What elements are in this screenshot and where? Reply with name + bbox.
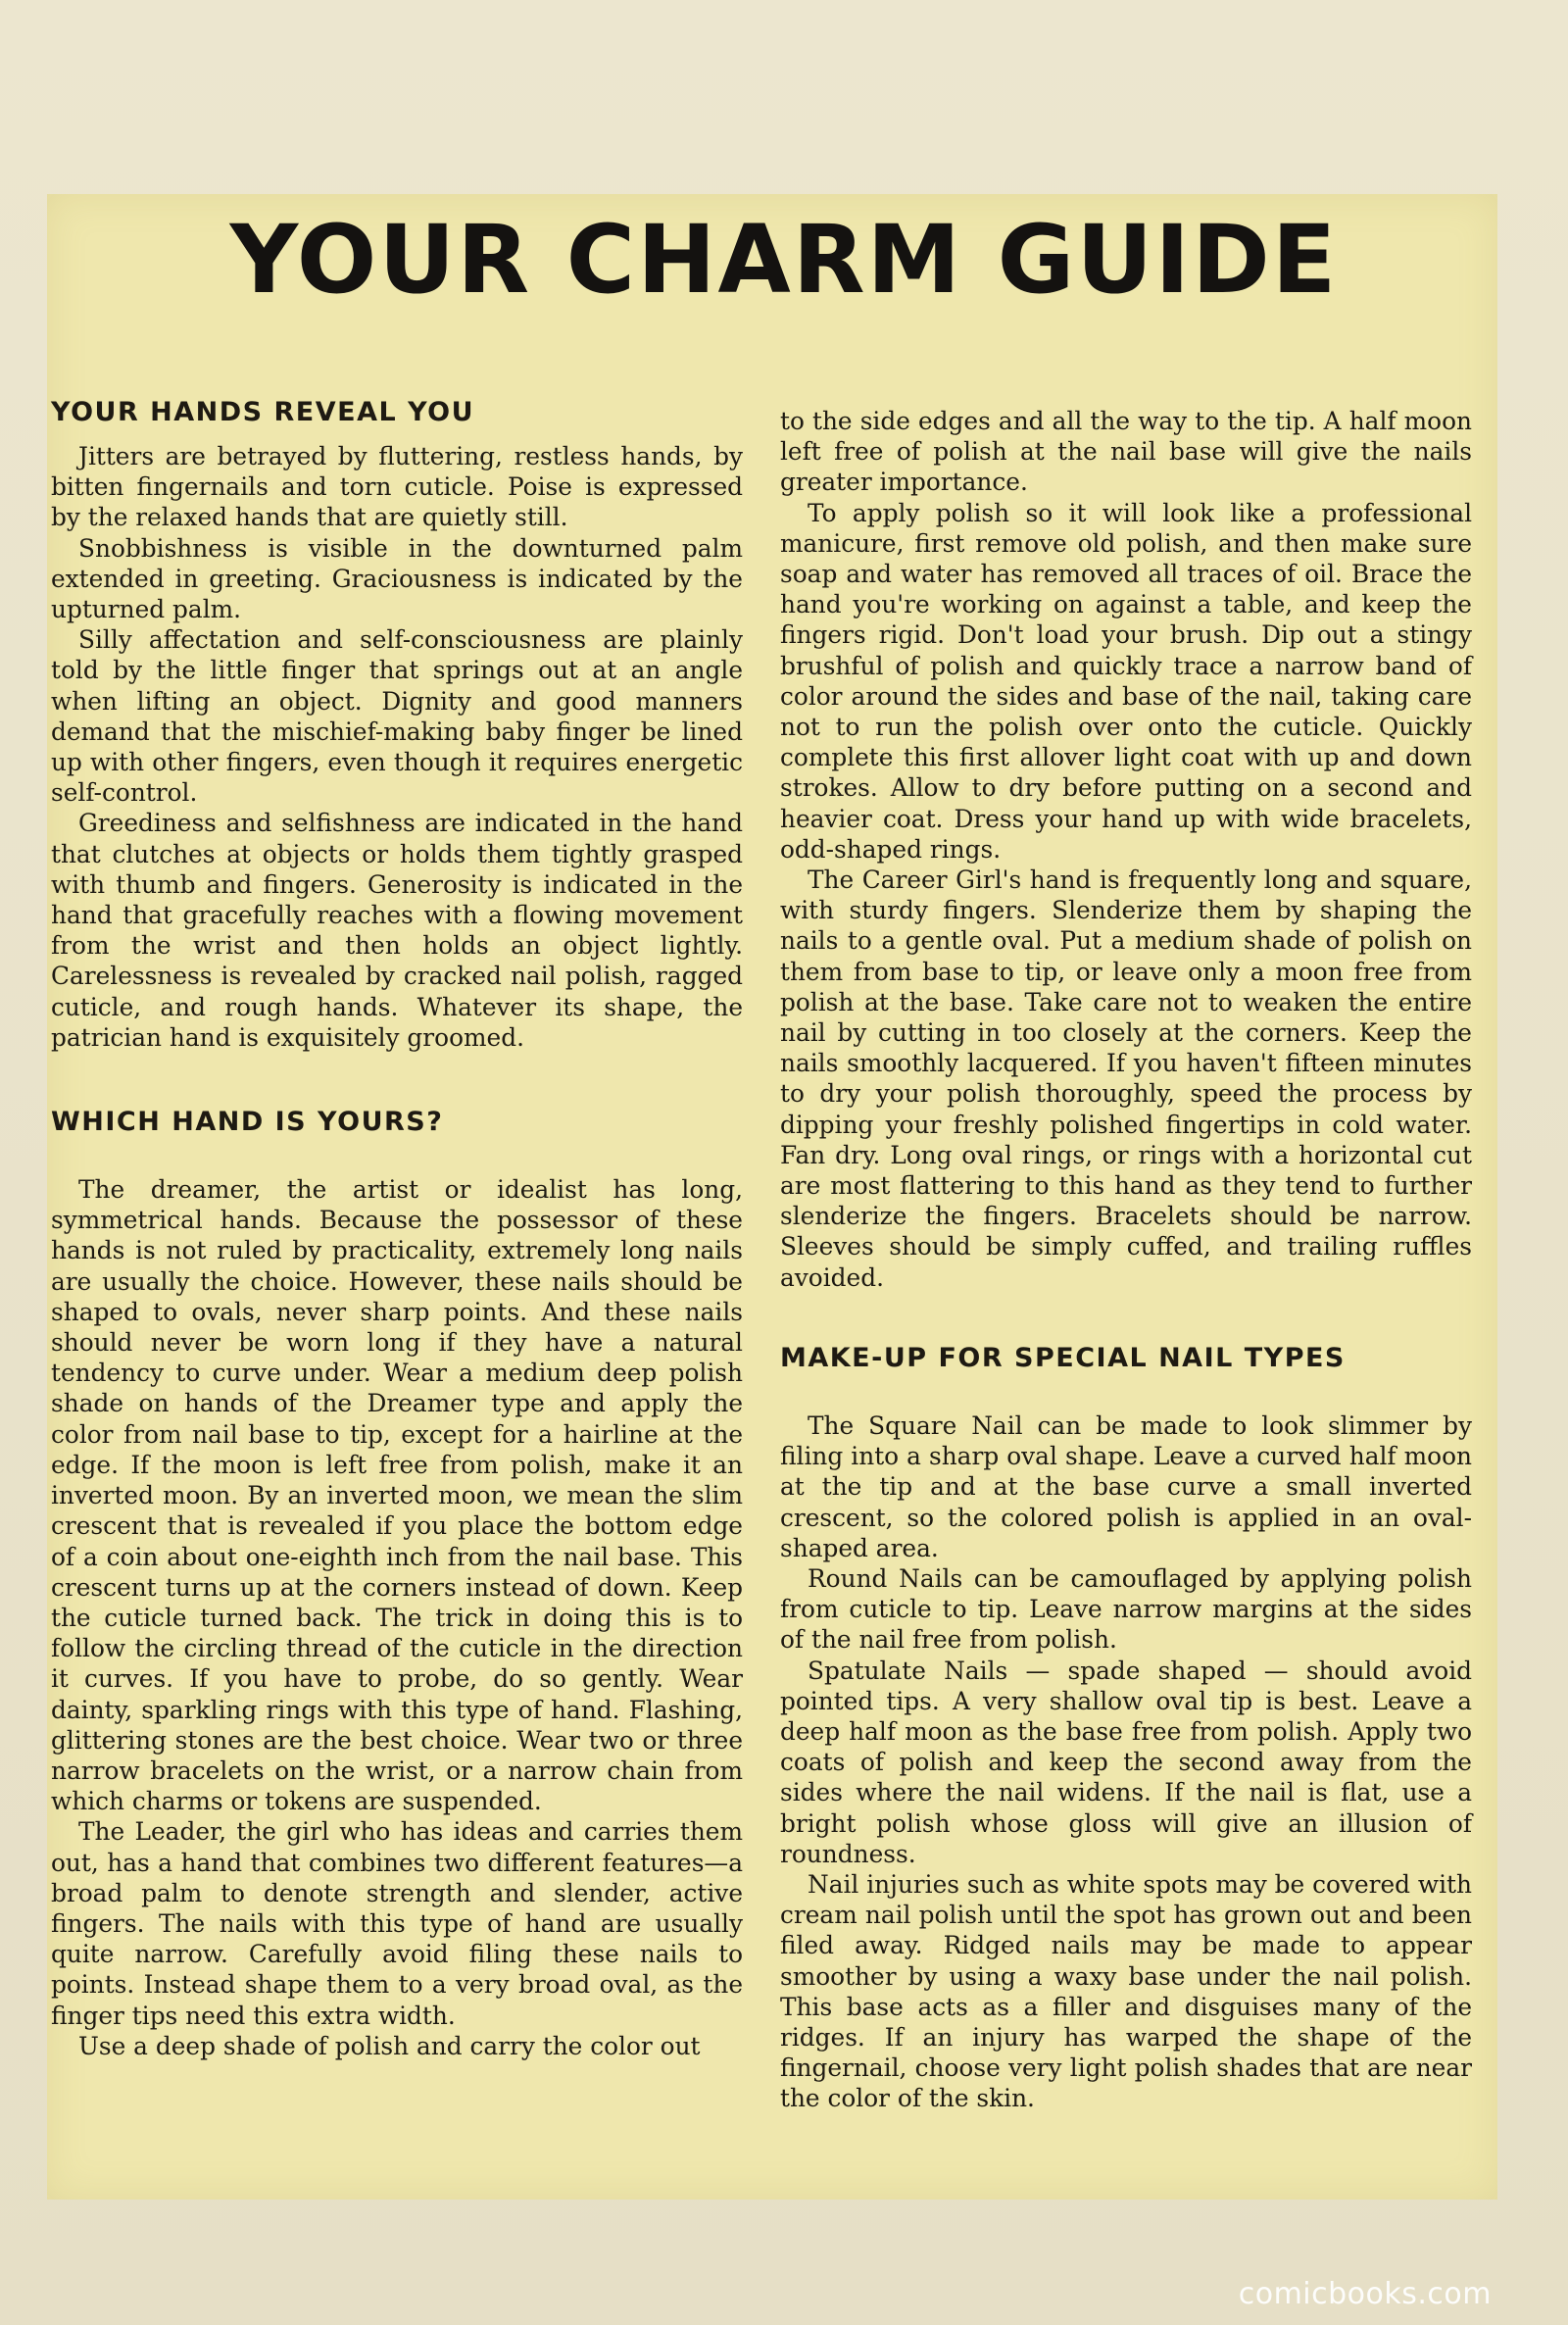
section-heading-hands-reveal: YOUR HANDS REVEAL YOU [51,397,475,427]
right-column [780,406,1472,2114]
paragraph: Silly affectation and self-consciousness are plainly told by the little finger that springs out at an angle when lifting an object. Dignity and good manners demand that the mischief-making baby finger be lined up with other fingers, even though it requires energetic self-control. [51,625,743,808]
paragraph: Jitters are betrayed by fluttering, restless hands, by bitten fingernails and torn cuticle. Poise is expressed by the relaxed hands that are quietly still. [51,442,743,532]
paragraph: Snobbishness is visible in the downturned palm extended in greeting. Graciousness is indicated by the upturned palm. [51,533,743,624]
page-title: YOUR CHARM GUIDE [229,205,1339,315]
paragraph: The Career Girl's hand is frequently long and square, with sturdy fingers. Slenderize them by shaping the nails to a gentle oval. Put a medium shade of polish on them from base to tip, or leave only a moon free from polish at the base. Take care not to weaken the entire nail by cutting in too closely at the corners. Keep the nails smoothly lacquered. If you haven't fifteen minutes to dry your polish thoroughly, speed the process by dipping your freshly polished fingertips in cold water. Fan dry. Long oval rings, or rings with a horizontal cut are most flattering to this hand as they tend to further slenderize the fingers. Bracelets should be narrow. Sleeves should be simply cuffed, and trailing ruffles avoided. [780,866,1472,1292]
paragraph: Greediness and selfishness are indicated in the hand that clutches at objects or holds them tightly grasped with thumb and fingers. Generosity is indicated in the hand that gracefully reaches with a flowing movement from the wrist and then holds an object lightly. Carelessness is revealed by cracked nail polish, ragged cuticle, and rough hands. Whatever its shape, the patrician hand is exquisitely groomed. [51,809,743,1052]
paragraph: The Leader, the girl who has ideas and carries them out, has a hand that combines two different features—a broad palm to denote strength and slender, active fingers. The nails with this type of hand are usually quite narrow. Carefully avoid filing these nails to points. Instead shape them to a very broad oval, as the finger tips need this extra width. [51,1817,743,2030]
paragraph: The dreamer, the artist or idealist has long, symmetrical hands. Because the possessor of these hands is not ruled by practicality, extremely long nails are usually the choice. However, these nails should be shaped to ovals, never sharp points. And these nails should never be worn long if they have a natural tendency to curve under. Wear a medium deep polish shade on hands of the Dreamer type and apply the color from nail base to tip, except for a hairline at the edge. If the moon is left free from polish, make it an inverted moon. By an inverted moon, we mean the slim crescent that is revealed if you place the bottom edge of a coin about one-eighth inch from the nail base. This crescent turns up at the corners instead of down. Keep the cuticle turned back. The trick in doing this is to follow the circling thread of the cuticle in the direction it curves. If you have to probe, do so gently. Wear dainty, sparkling rings with this type of hand. Flashing, glittering stones are the best choice. Wear two or three narrow bracelets on the wrist, or a narrow chain from which charms or tokens are suspended. [51,1175,743,1816]
paragraph: The Square Nail can be made to look slimmer by filing into a sharp oval shape. Leave a curved half moon at the tip and at the base curve a small inverted crescent, so the colored polish is applied in an oval-shaped area. [780,1410,1472,1562]
paragraph: Round Nails can be camouflaged by applying polish from cuticle to tip. Leave narrow margins at the sides of the nail free from polish. [780,1563,1472,1655]
paragraph: to the side edges and all the way to the tip. A half moon left free of polish at the nail base will give the nails greater importance. [780,407,1472,497]
paragraph: To apply polish so it will look like a professional manicure, first remove old polish, and then make sure soap and water has removed all traces of oil. Brace the hand you're working on against a table, and keep the fingers rigid. Don't load your brush. Dip out a stingy brushful of polish and quickly trace a narrow band of color around the sides and base of the nail, taking care not to run the polish over onto the cuticle. Quickly complete this first allover light coat with up and down strokes. Allow to dry before putting on a second and heavier coat. Dress your hand up with wide bracelets, odd-shaped rings. [780,498,1472,864]
paragraph: Nail injuries such as white spots may be covered with cream nail polish until the spot has grown out and been filed away. Ridged nails may be made to appear smoother by using a waxy base under the nail polish. This base acts as a filler and disguises many of the ridges. If an injury has warped the shape of the fingernail, choose very light polish shades that are near the color of the skin. [780,1869,1472,2113]
left-column [51,396,743,2061]
paragraph: Use a deep shade of polish and carry the color out [78,2031,701,2060]
paragraph: Spatulate Nails — spade shaped — should avoid pointed tips. A very shallow oval tip is best. Leave a deep half moon as the base free from polish. Apply two coats of polish and keep the second away from the sides where the nail widens. If the nail is flat, use a bright polish whose gloss will give an illusion of roundness. [780,1656,1472,1868]
section-heading-which-hand: WHICH HAND IS YOURS? [51,1107,444,1138]
watermark: comicbooks.com [1238,2277,1492,2311]
section-heading-makeup: MAKE-UP FOR SPECIAL NAIL TYPES [780,1342,1346,1373]
